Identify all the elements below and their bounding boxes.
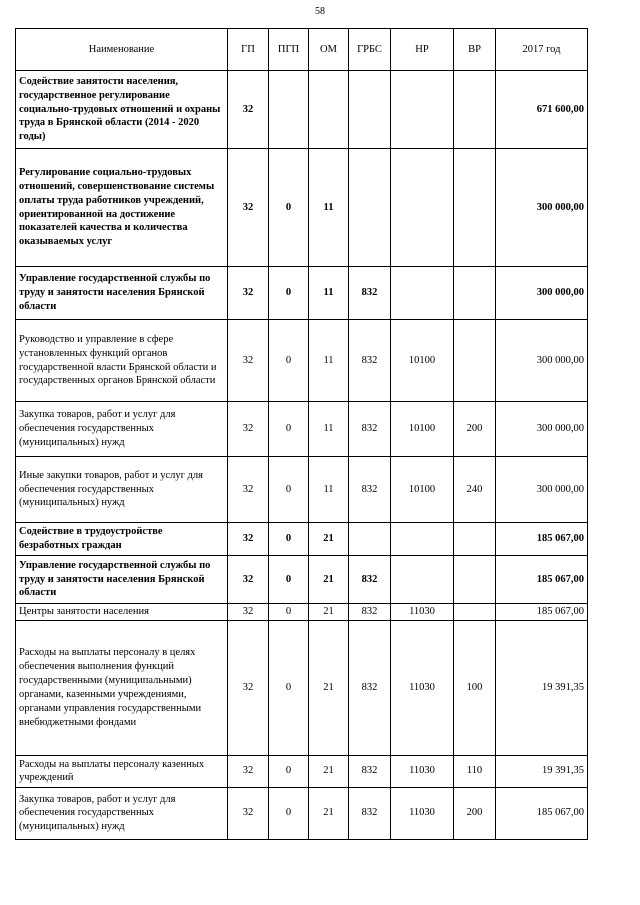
cell-amount: 300 000,00 (496, 457, 588, 523)
cell-gp: 32 (228, 457, 269, 523)
cell-vr (454, 320, 496, 402)
cell-gp: 32 (228, 71, 269, 149)
table-row (16, 604, 588, 621)
cell-vr: 200 (454, 787, 496, 839)
cell-gp: 32 (228, 787, 269, 839)
cell-pgp: 0 (269, 457, 309, 523)
cell-nr: 10100 (391, 402, 454, 457)
cell-name: Управление государственной службы по труду и занятости населения Брянской области (16, 556, 228, 604)
cell-grbs: 832 (349, 267, 391, 320)
cell-gp: 32 (228, 755, 269, 787)
cell-nr (391, 556, 454, 604)
cell-vr: 200 (454, 402, 496, 457)
col-header-gp: ГП (228, 29, 269, 71)
col-header-year: 2017 год (496, 29, 588, 71)
table-row (16, 556, 588, 604)
cell-pgp: 0 (269, 267, 309, 320)
cell-amount: 671 600,00 (496, 71, 588, 149)
cell-om: 11 (309, 402, 349, 457)
cell-pgp: 0 (269, 320, 309, 402)
cell-grbs: 832 (349, 457, 391, 523)
cell-vr (454, 149, 496, 267)
table-row (16, 523, 588, 556)
cell-amount: 185 067,00 (496, 604, 588, 621)
cell-gp: 32 (228, 402, 269, 457)
table-row (16, 71, 588, 149)
cell-om (309, 71, 349, 149)
header-row (16, 29, 588, 71)
cell-vr (454, 71, 496, 149)
cell-om: 21 (309, 620, 349, 755)
cell-pgp: 0 (269, 604, 309, 621)
cell-name: Расходы на выплаты персоналу казенных учреждений (16, 755, 228, 787)
cell-gp: 32 (228, 267, 269, 320)
cell-pgp: 0 (269, 755, 309, 787)
cell-amount: 300 000,00 (496, 402, 588, 457)
cell-name: Иные закупки товаров, работ и услуг для обеспечения государственных (муниципальных) нужд (16, 457, 228, 523)
table-row (16, 267, 588, 320)
cell-nr: 11030 (391, 620, 454, 755)
cell-name: Содействие в трудоустройстве безработных граждан (16, 523, 228, 556)
col-header-om: ОМ (309, 29, 349, 71)
cell-amount: 19 391,35 (496, 755, 588, 787)
cell-amount: 185 067,00 (496, 787, 588, 839)
table-row (16, 149, 588, 267)
cell-grbs (349, 523, 391, 556)
cell-gp: 32 (228, 320, 269, 402)
cell-name: Управление государственной службы по труду и занятости населения Брянской области (16, 267, 228, 320)
cell-pgp: 0 (269, 556, 309, 604)
cell-nr: 11030 (391, 604, 454, 621)
cell-nr (391, 149, 454, 267)
table-row (16, 320, 588, 402)
cell-gp: 32 (228, 604, 269, 621)
cell-name: Регулирование социально-трудовых отношений, совершенствование системы оплаты труда работников учреждений, ориентированной на достижение показателей качества и количества оказываемых услуг (16, 149, 228, 267)
cell-amount: 300 000,00 (496, 149, 588, 267)
cell-om: 21 (309, 604, 349, 621)
cell-nr: 11030 (391, 787, 454, 839)
cell-name: Расходы на выплаты персоналу в целях обеспечения выполнения функций государственными (муниципальными) органами, казенными учреждениями, органами управления государственными внебюджетными фондами (16, 620, 228, 755)
col-header-vr: ВР (454, 29, 496, 71)
cell-nr (391, 267, 454, 320)
cell-pgp: 0 (269, 149, 309, 267)
table-row (16, 755, 588, 787)
table-row (16, 787, 588, 839)
cell-amount: 19 391,35 (496, 620, 588, 755)
cell-grbs (349, 71, 391, 149)
cell-vr: 110 (454, 755, 496, 787)
cell-vr: 240 (454, 457, 496, 523)
col-header-name: Наименование (16, 29, 228, 71)
cell-pgp: 0 (269, 787, 309, 839)
cell-name: Руководство и управление в сфере установленных функций органов государственной власти Брянской области и государственных органов Брянской области (16, 320, 228, 402)
col-header-nr: НР (391, 29, 454, 71)
cell-nr: 10100 (391, 320, 454, 402)
cell-amount: 300 000,00 (496, 320, 588, 402)
cell-om: 11 (309, 457, 349, 523)
cell-grbs: 832 (349, 402, 391, 457)
cell-om: 11 (309, 267, 349, 320)
cell-name: Закупка товаров, работ и услуг для обеспечения государственных (муниципальных) нужд (16, 787, 228, 839)
cell-gp: 32 (228, 523, 269, 556)
cell-om: 11 (309, 320, 349, 402)
cell-nr: 10100 (391, 457, 454, 523)
col-header-pgp: ПГП (269, 29, 309, 71)
cell-gp: 32 (228, 620, 269, 755)
cell-om: 21 (309, 787, 349, 839)
cell-pgp: 0 (269, 402, 309, 457)
cell-grbs: 832 (349, 320, 391, 402)
cell-grbs: 832 (349, 556, 391, 604)
cell-grbs (349, 149, 391, 267)
cell-vr (454, 604, 496, 621)
cell-gp: 32 (228, 149, 269, 267)
cell-nr: 11030 (391, 755, 454, 787)
cell-name: Закупка товаров, работ и услуг для обеспечения государственных (муниципальных) нужд (16, 402, 228, 457)
cell-om: 21 (309, 755, 349, 787)
cell-name: Содействие занятости населения, государственное регулирование социально-трудовых отношений и охраны труда в Брянской области (2014 - 2020 годы) (16, 71, 228, 149)
table-row (16, 402, 588, 457)
cell-vr (454, 556, 496, 604)
cell-grbs: 832 (349, 620, 391, 755)
cell-vr: 100 (454, 620, 496, 755)
table-row (16, 620, 588, 755)
cell-nr (391, 71, 454, 149)
cell-nr (391, 523, 454, 556)
cell-om: 11 (309, 149, 349, 267)
cell-vr (454, 267, 496, 320)
cell-vr (454, 523, 496, 556)
cell-pgp: 0 (269, 620, 309, 755)
cell-om: 21 (309, 523, 349, 556)
cell-amount: 185 067,00 (496, 523, 588, 556)
cell-grbs: 832 (349, 787, 391, 839)
budget-table (15, 28, 588, 840)
cell-pgp (269, 71, 309, 149)
cell-name: Центры занятости населения (16, 604, 228, 621)
cell-om: 21 (309, 556, 349, 604)
table-row (16, 457, 588, 523)
page-number: 58 (315, 6, 325, 17)
cell-amount: 185 067,00 (496, 556, 588, 604)
col-header-grbs: ГРБС (349, 29, 391, 71)
cell-gp: 32 (228, 556, 269, 604)
cell-grbs: 832 (349, 755, 391, 787)
cell-amount: 300 000,00 (496, 267, 588, 320)
cell-pgp: 0 (269, 523, 309, 556)
cell-grbs: 832 (349, 604, 391, 621)
